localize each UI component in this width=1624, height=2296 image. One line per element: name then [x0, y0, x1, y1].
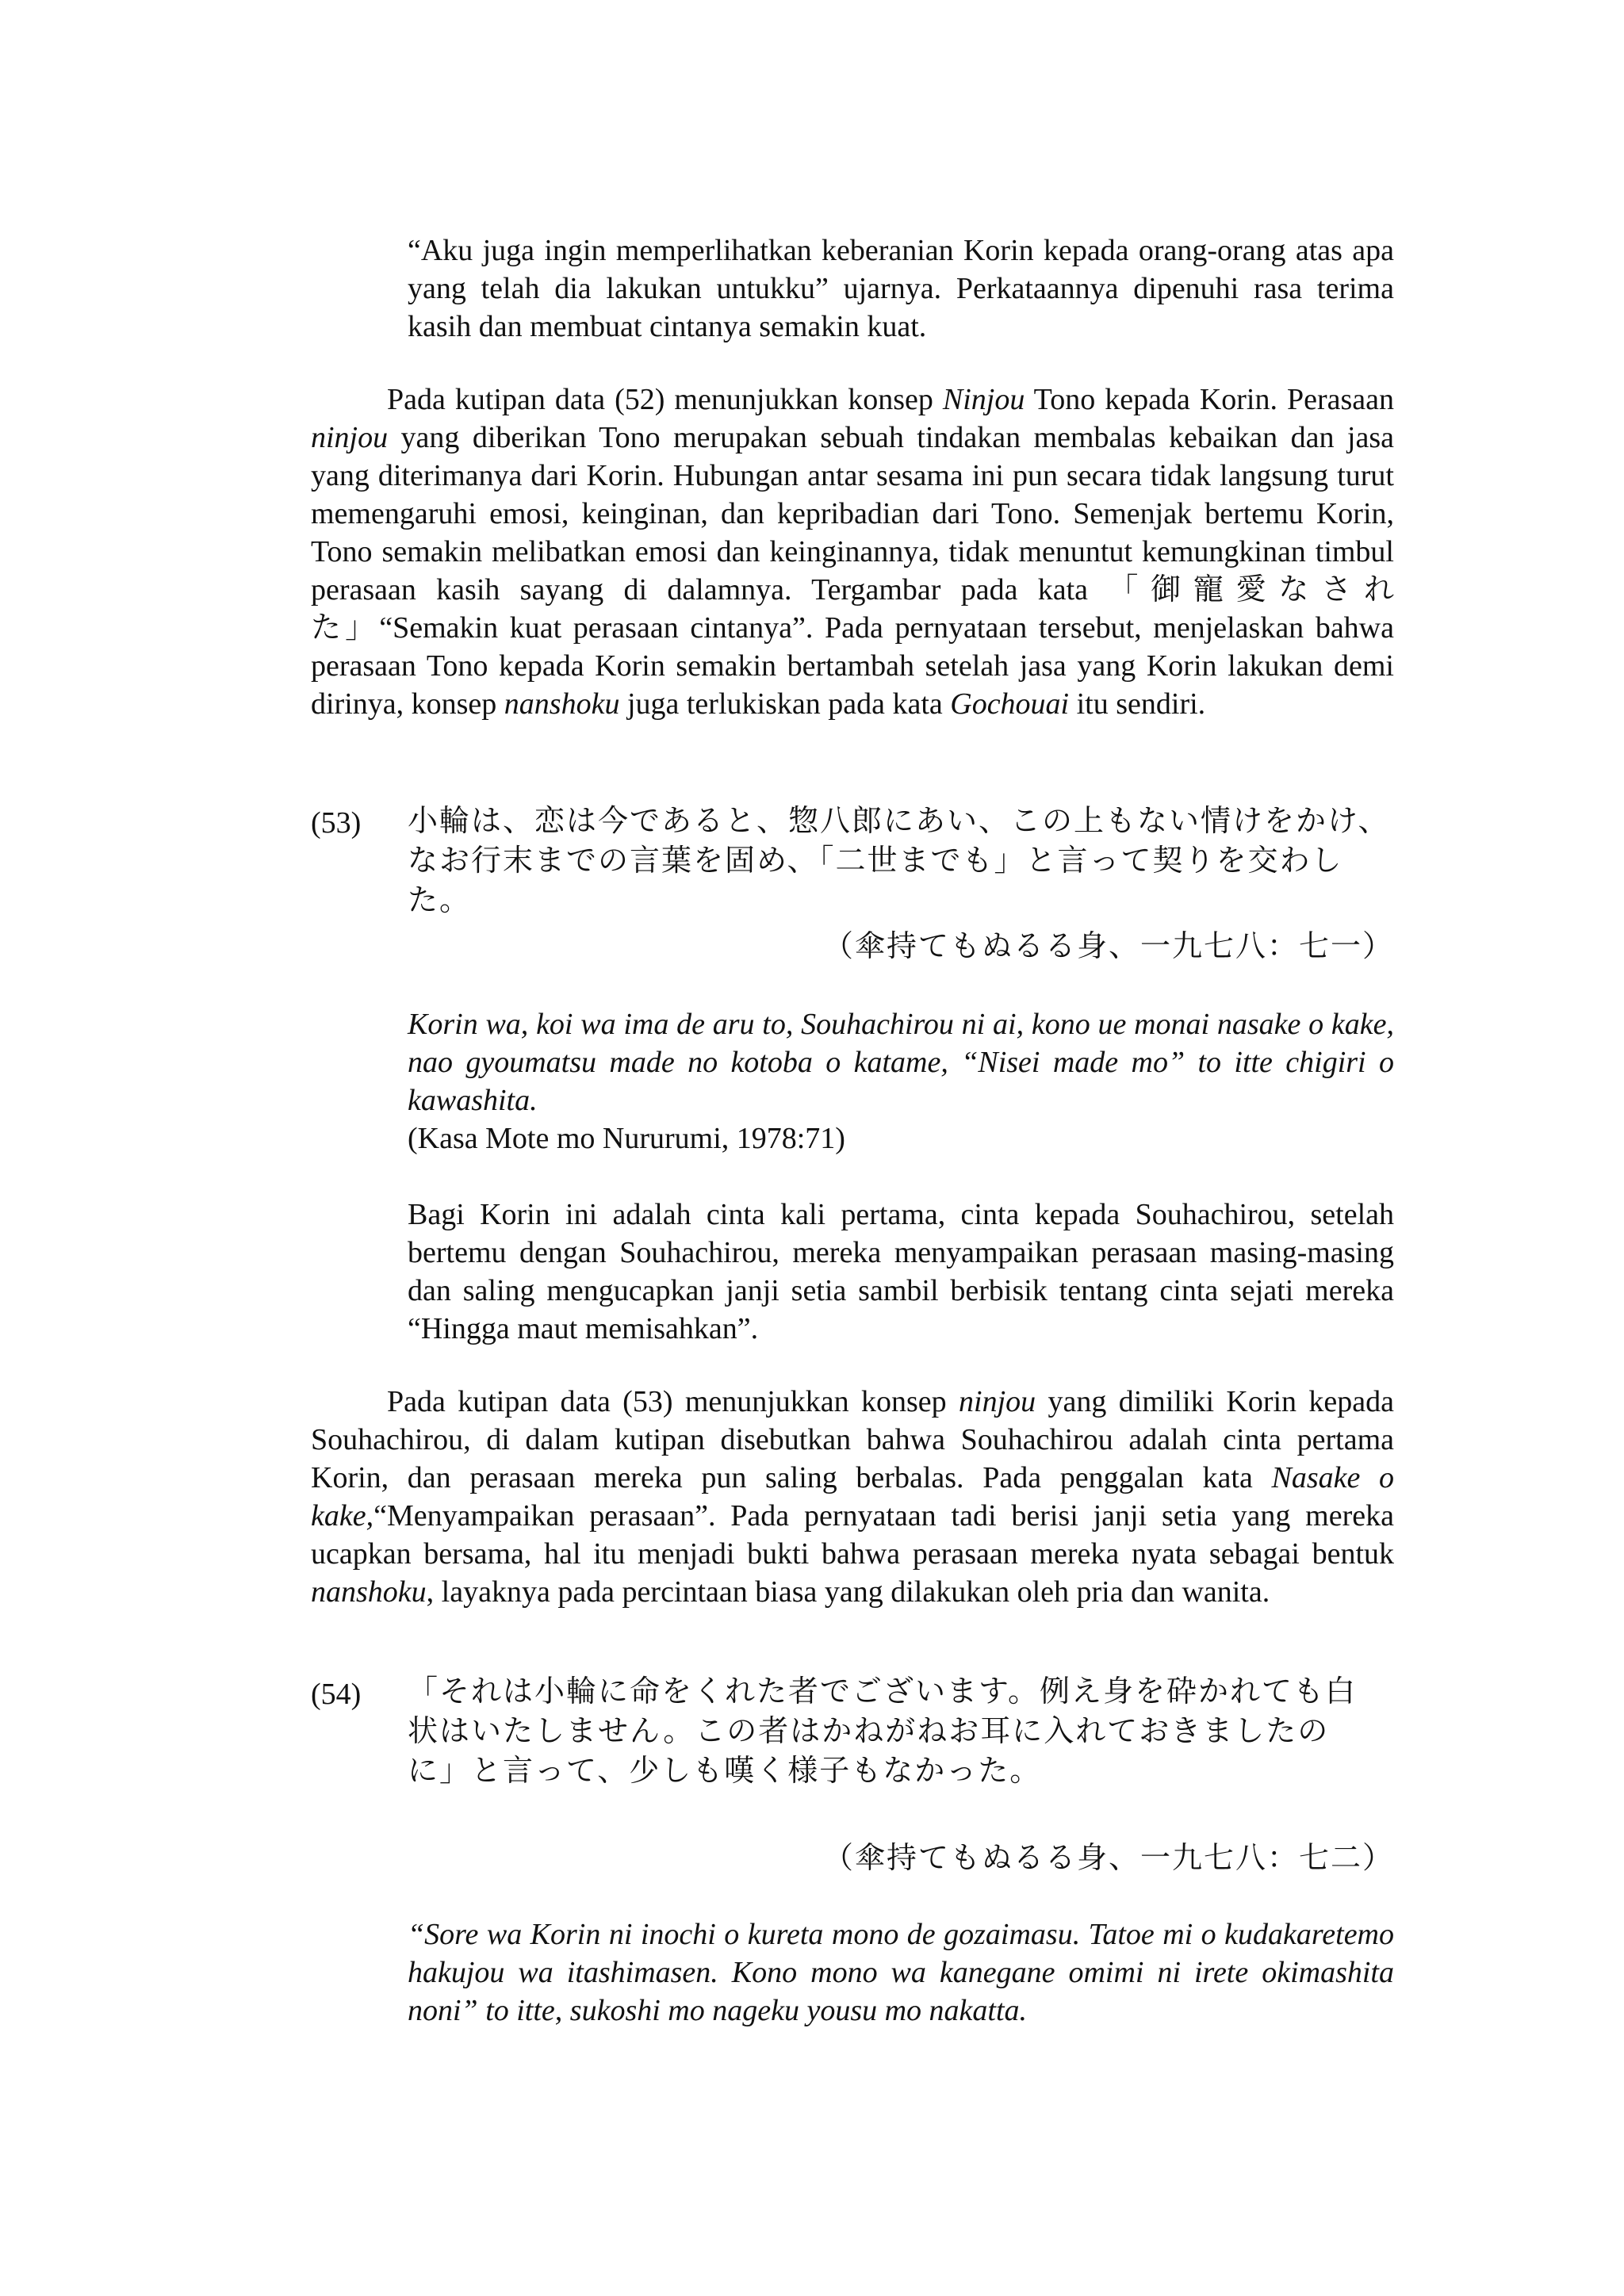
- jp-line: に」と言って、少しも嘆く様子もなかった。: [408, 1753, 1042, 1788]
- example-53-translation: Bagi Korin ini adalah cinta kali pertama, cinta kepada Souhachirou, setelah bertemu dengan Souhachirou, mereka menyampaikan perasaan masing-masing dan saling mengucapkan janji setia sambil berbisik tentang cinta sejati mereka “Hingga maut memisahkan”.: [408, 1198, 1394, 1345]
- example-number-53: (53): [311, 806, 362, 840]
- example-number-54: (54): [311, 1678, 362, 1711]
- jp-line: 「それは小輪に命をくれた者でございます。例え身を砕かれても白: [408, 1674, 1357, 1709]
- example-53-japanese: [408, 801, 1407, 920]
- jp-line: 小輪は、恋は今であると、惣八郎にあい、この上もない情けをかけ、: [408, 803, 1390, 838]
- example-54-romaji: “Sore wa Korin ni inochi o kureta mono de gozaimasu. Tatoe mi o kudakaretemo hakujou wa itashimasen. Kono mono wa kanegane omimi ni irete okimashita noni” to itte, sukoshi mo nageku yousu mo nakatta.: [408, 1918, 1394, 2027]
- example-53-jp-source: （傘持てもぬるる身、一九七八：七一）: [822, 928, 1394, 963]
- example-53-source: (Kasa Mote mo Nururumi, 1978:71): [408, 1122, 845, 1155]
- jp-line: なお行末までの言葉を固め、「二世までも」と言って契りを交わし: [408, 843, 1343, 878]
- example-54-jp-source: （傘持てもぬるる身、一九七八：七二）: [822, 1840, 1394, 1875]
- example-54-japanese: [408, 1671, 1407, 1790]
- analysis-paragraph-53: Pada kutipan data (53) menunjukkan konsep ninjou yang dimiliki Korin kepada Souhachirou, di dalam kutipan disebutkan bahwa Souhachirou adalah cinta pertama Korin, dan perasaan mereka pun saling berbalas. Pada penggalan kata Nasake o kake,“Menyampaikan perasaan”. Pada pernyataan tadi berisi janji setia yang mereka ucapkan bersama, hal itu menjadi bukti bahwa perasaan mereka nyata sebagai bentuk nanshoku, layaknya pada percintaan biasa yang dilakukan oleh pria dan wanita.: [311, 1385, 1395, 1609]
- jp-line: 状はいたしません。この者はかねがねお耳に入れておきましたの: [408, 1713, 1330, 1748]
- example-53-romaji: Korin wa, koi wa ima de aru to, Souhachirou ni ai, kono ue monai nasake o kake, nao gyoumatsu made no kotoba o katame, “Nisei made mo” to itte chigiri o kawashita.: [408, 1008, 1394, 1117]
- translation-52-text: “Aku juga ingin memperlihatkan keberanian Korin kepada orang-orang atas apa yang telah dia lakukan untukku” ujarnya. Perkataannya dipenuhi rasa terima kasih dan membuat cintanya semakin kuat.: [408, 234, 1394, 343]
- translation-52: [408, 232, 1394, 346]
- analysis-paragraph-52: Pada kutipan data (52) menunjukkan konsep Ninjou Tono kepada Korin. Perasaan ninjou yang diberikan Tono merupakan sebuah tindakan membalas kebaikan dan jasa yang diterimanya dari Korin. Hubungan antar sesama ini pun secara tidak langsung turut memengaruhi emosi, keinginan, dan kepribadian dari Tono. Semenjak bertemu Korin, Tono semakin melibatkan emosi dan keinginannya, tidak menuntut kemungkinan timbul perasaan kasih sayang di dalamnya. Tergambar pada kata 「御寵愛なされた」“Semakin kuat perasaan cintanya”. Pada pernyataan tersebut, menjelaskan bahwa perasaan Tono kepada Korin semakin bertambah setelah jasa yang Korin lakukan demi dirinya, konsep nanshoku juga terlukiskan pada kata Gochouai itu sendiri.: [311, 383, 1395, 721]
- jp-line: た。: [408, 882, 472, 917]
